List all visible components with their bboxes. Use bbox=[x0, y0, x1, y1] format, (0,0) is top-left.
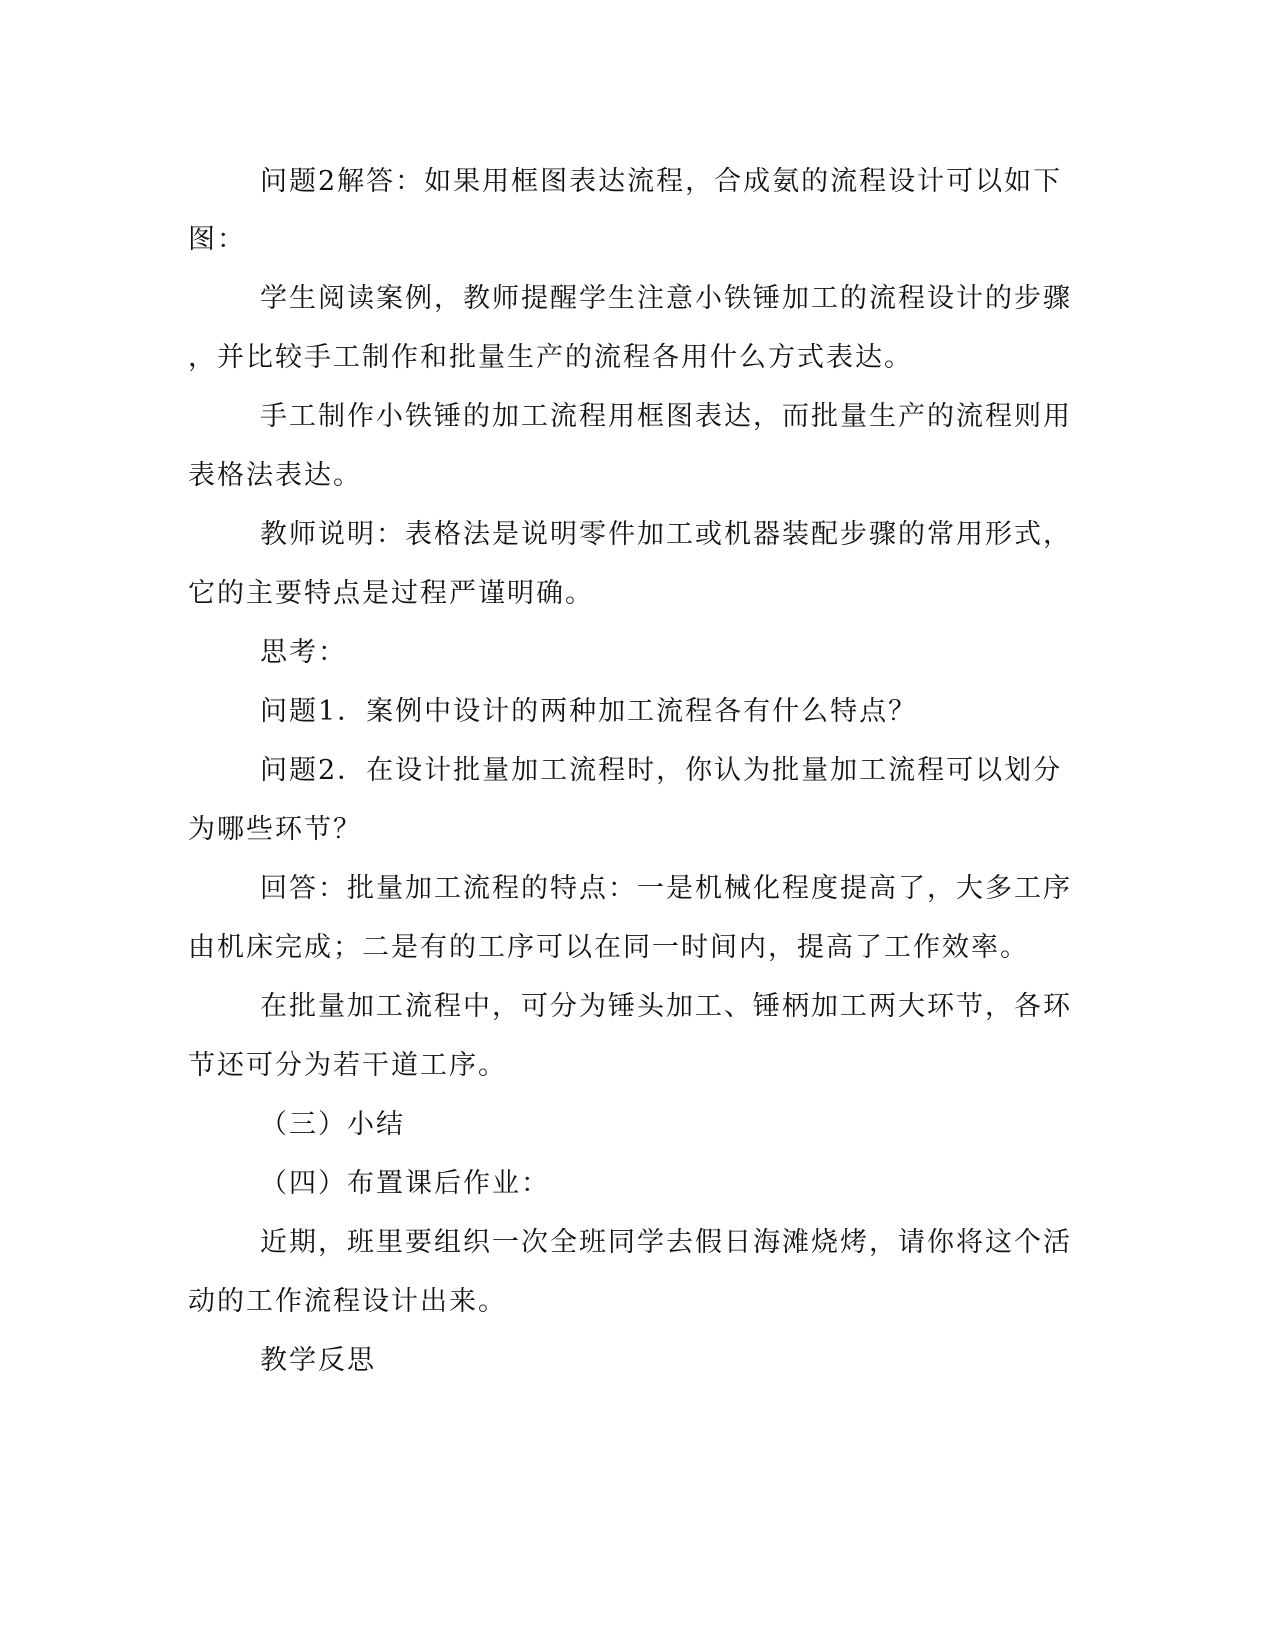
paragraph-reading-line-2: ，并比较手工制作和批量生产的流程各用什么方式表达。 bbox=[188, 342, 913, 373]
paragraph-think: 思考： bbox=[260, 637, 347, 668]
paragraph-answer-line-2: 由机床完成；二是有的工序可以在同一时间内，提高了工作效率。 bbox=[188, 932, 1029, 963]
paragraph-question-2-line-2: 为哪些环节？ bbox=[188, 814, 362, 845]
paragraph-teacher-line-1: 教师说明：表格法是说明零件加工或机器装配步骤的常用形式， bbox=[260, 519, 1072, 550]
paragraph-reading-line-1: 学生阅读案例，教师提醒学生注意小铁锤加工的流程设计的步骤 bbox=[260, 283, 1072, 314]
paragraph-handmade-line-2: 表格法表达。 bbox=[188, 460, 362, 491]
paragraph-batch-line-2: 节还可分为若干道工序。 bbox=[188, 1050, 507, 1081]
section-reflection: 教学反思 bbox=[260, 1345, 376, 1376]
paragraph-teacher-line-2: 它的主要特点是过程严谨明确。 bbox=[188, 578, 594, 609]
paragraph-homework-line-2: 动的工作流程设计出来。 bbox=[188, 1286, 507, 1317]
paragraph-handmade-line-1: 手工制作小铁锤的加工流程用框图表达，而批量生产的流程则用 bbox=[260, 401, 1072, 432]
paragraph-answer-line-1: 回答：批量加工流程的特点：一是机械化程度提高了，大多工序 bbox=[260, 873, 1072, 904]
section-summary: （三）小结 bbox=[260, 1109, 405, 1140]
paragraph-q2-answer-line-1: 问题2解答：如果用框图表达流程，合成氨的流程设计可以如下 bbox=[260, 166, 1063, 197]
paragraph-batch-line-1: 在批量加工流程中，可分为锤头加工、锤柄加工两大环节，各环 bbox=[260, 991, 1072, 1022]
section-homework: （四）布置课后作业： bbox=[260, 1168, 550, 1199]
paragraph-homework-line-1: 近期，班里要组织一次全班同学去假日海滩烧烤，请你将这个活 bbox=[260, 1227, 1072, 1258]
paragraph-question-2-line-1: 问题2．在设计批量加工流程时，你认为批量加工流程可以划分 bbox=[260, 755, 1063, 786]
paragraph-q2-answer-line-2: 图： bbox=[188, 224, 246, 255]
paragraph-question-1: 问题1．案例中设计的两种加工流程各有什么特点？ bbox=[260, 696, 918, 727]
